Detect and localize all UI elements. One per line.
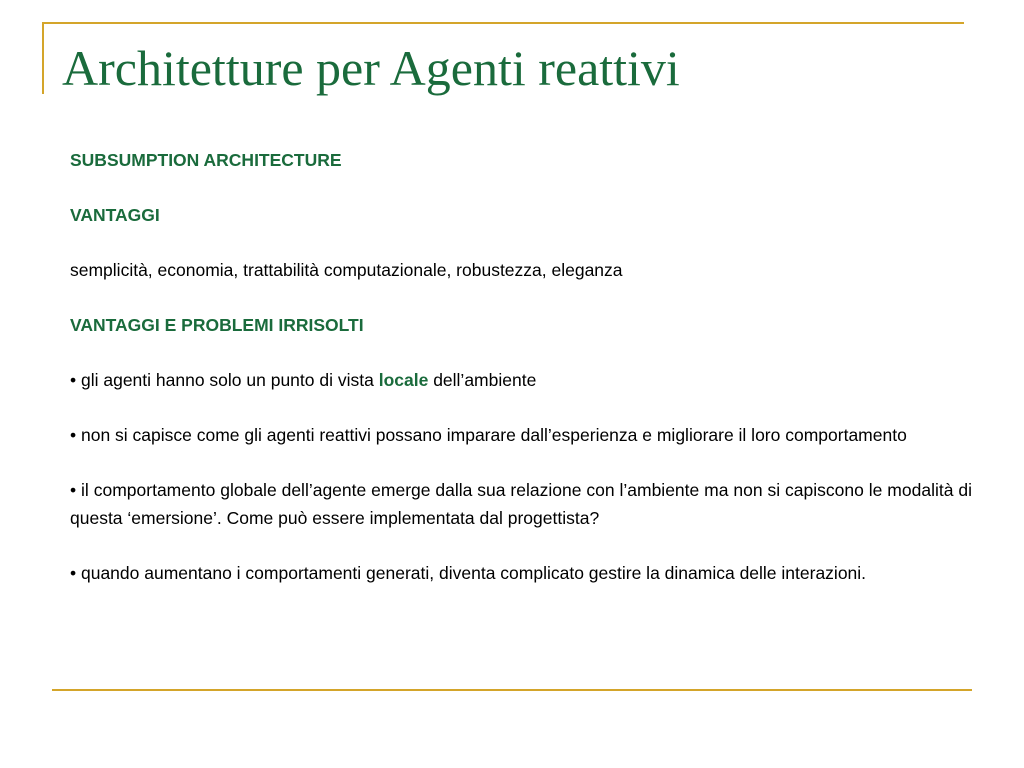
- bullet-1: [70, 366, 972, 394]
- slide-content: [70, 146, 972, 614]
- bullet-3: • il comportamento globale dell’agente emerge dalla sua relazione con l’ambiente ma non si capiscono le modalità di questa ‘emersione’. Come può essere implementata dal progettista?: [70, 480, 972, 528]
- subsumption-heading: SUBSUMPTION ARCHITECTURE: [70, 150, 342, 170]
- frame-top-line: [42, 22, 964, 24]
- bullet-1-highlight: locale: [378, 370, 429, 390]
- frame-bottom-line: [52, 689, 972, 691]
- frame-left-line: [42, 22, 44, 94]
- bullet-1-post: dell’ambiente: [428, 370, 537, 390]
- bullet-4: • quando aumentano i comportamenti generati, diventa complicato gestire la dinamica delle interazioni.: [70, 563, 867, 583]
- bullet-1-pre: • gli agenti hanno solo un punto di vista: [70, 370, 379, 390]
- problemi-heading: VANTAGGI E PROBLEMI IRRISOLTI: [70, 315, 364, 335]
- vantaggi-heading: VANTAGGI: [70, 205, 160, 225]
- vantaggi-text: semplicità, economia, trattabilità computazionale, robustezza, eleganza: [70, 260, 623, 280]
- slide-title: Architetture per Agenti reattivi: [62, 40, 680, 96]
- bullet-2: • non si capisce come gli agenti reattivi possano imparare dall’esperienza e migliorare il loro comportamento: [70, 425, 907, 445]
